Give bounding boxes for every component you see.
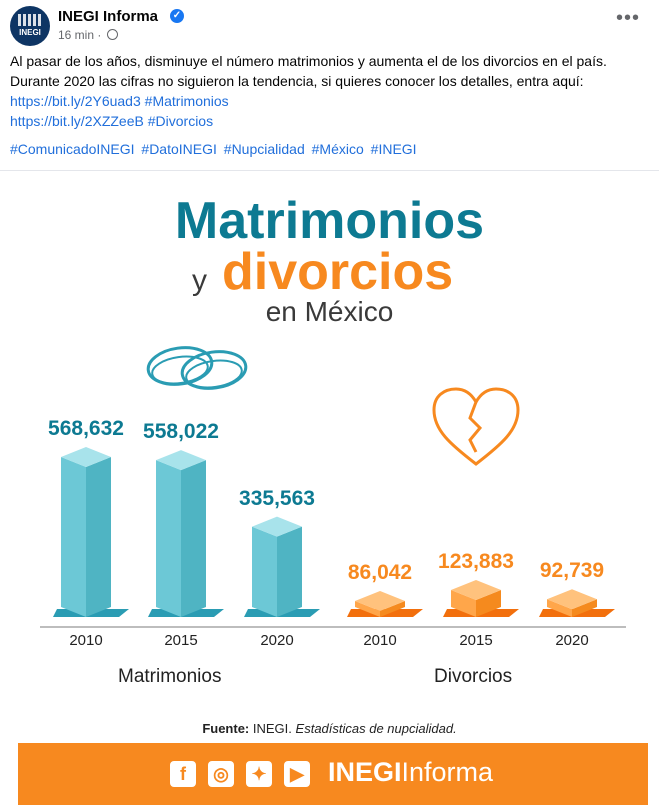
- infographic-title: Matrimonios: [174, 192, 485, 250]
- post-text: [10, 51, 650, 131]
- footer-brand-bold: INEGI: [328, 757, 402, 787]
- verified-icon: ✓: [170, 9, 184, 23]
- group-label-matrimonios: Matrimonios: [118, 666, 222, 687]
- hashtag[interactable]: #DatoINEGI: [141, 141, 217, 157]
- globe-icon: [107, 29, 118, 40]
- instagram-icon: ◎: [208, 761, 234, 787]
- more-options-icon[interactable]: •••: [615, 7, 640, 29]
- bar-front: [252, 527, 277, 617]
- source-label: Fuente:: [202, 721, 250, 736]
- infographic-title-y: y: [192, 264, 207, 297]
- bar-value-label: 92,739: [539, 559, 605, 583]
- post-text-line1: Al pasar de los años, disminuye el número matrimonios y aumenta el de los divorcios en el país.: [10, 53, 607, 69]
- bar-side: [86, 457, 111, 617]
- year-tick-label: 2010: [69, 632, 103, 649]
- hashtag[interactable]: #INEGI: [370, 141, 417, 157]
- hashtag-matrimonios[interactable]: #Matrimonios: [144, 93, 229, 109]
- hashtag[interactable]: #Nupcialidad: [223, 141, 305, 157]
- link-matrimonios[interactable]: https://bit.ly/2Y6uad3: [10, 93, 141, 109]
- twitter-icon: ✦: [246, 761, 272, 787]
- avatar-text: INEGI: [19, 28, 41, 37]
- bar-value-label: 568,632: [48, 417, 124, 440]
- year-tick-label: 2020: [555, 632, 589, 649]
- year-tick-label: 2015: [459, 632, 493, 649]
- post-image[interactable]: [0, 171, 659, 805]
- year-tick-label: 2020: [260, 632, 294, 649]
- source-org: INEGI.: [252, 721, 292, 736]
- page-name[interactable]: INEGI Informa: [58, 8, 159, 25]
- bar-value-label: 86,042: [347, 561, 413, 584]
- infographic-subtitle: en México: [265, 296, 394, 327]
- avatar[interactable]: [10, 6, 50, 46]
- footer-brand-rest: Informa: [401, 757, 494, 787]
- year-tick-label: 2015: [164, 632, 198, 649]
- bar-side: [277, 527, 302, 617]
- hashtag[interactable]: #ComunicadoINEGI: [10, 141, 135, 157]
- hashtag-list: [10, 139, 650, 159]
- bar-value-label: 335,563: [239, 486, 315, 510]
- source-note: [0, 721, 659, 736]
- chart-baseline: [40, 626, 626, 628]
- bar-front: [156, 460, 181, 617]
- post-text-line2: Durante 2020 las cifras no siguieron la tendencia, si quieres conocer los detalles, entra aquí:: [10, 73, 584, 89]
- inegi-logo-icon: [18, 14, 42, 26]
- youtube-icon: ▶: [284, 761, 310, 787]
- post-header: [10, 6, 650, 46]
- facebook-icon: f: [170, 761, 196, 787]
- bar-value-label: 123,883: [438, 549, 514, 573]
- hashtag-divorcios[interactable]: #Divorcios: [147, 113, 214, 129]
- post-time[interactable]: 16 min ·: [58, 28, 102, 42]
- source-title: Estadísticas de nupcialidad.: [295, 721, 457, 736]
- bar-value-label: 558,022: [143, 420, 219, 444]
- bar-side: [181, 460, 206, 617]
- bar-front: [61, 457, 86, 617]
- year-tick-label: 2010: [363, 632, 397, 649]
- infographic-title-divorcios: divorcios: [222, 243, 454, 301]
- footer-brand: [328, 757, 493, 788]
- post-meta: [58, 28, 118, 42]
- footer-band: [18, 743, 648, 805]
- group-label-divorcios: Divorcios: [434, 666, 513, 687]
- link-divorcios[interactable]: https://bit.ly/2XZZeeB: [10, 113, 144, 129]
- hashtag[interactable]: #México: [311, 141, 364, 157]
